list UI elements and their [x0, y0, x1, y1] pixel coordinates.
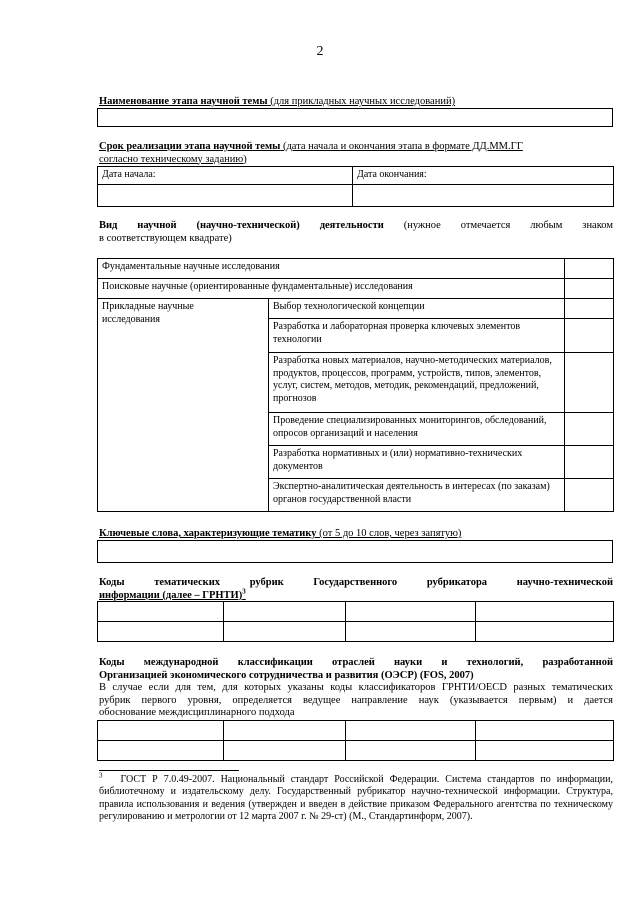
applied-item-checkbox[interactable] [565, 299, 614, 319]
oecd-code-cell[interactable] [346, 741, 476, 761]
oecd-desc-line2: рубрик первого уровня, определяется ведущее направление наук (указывается первым) и дается [99, 694, 613, 706]
keywords-note: (от 5 до 10 слов, через запятую) [316, 528, 462, 539]
keywords-title: Ключевые слова, характеризующие тематику [99, 528, 317, 539]
period-note-line1: (дата начала и окончания этапа в формате ДД.ММ.ГГ [280, 141, 523, 152]
applied-item-label: Разработка и лабораторная проверка ключевых элементов технологии [269, 319, 565, 353]
footnote-separator [99, 770, 239, 771]
applied-item-checkbox[interactable] [565, 479, 614, 512]
oecd-desc-line1: В случае если для тем, для которых указаны коды классификаторов ГРНТИ/OECD разных тематических [99, 682, 613, 693]
applied-item-checkbox[interactable] [565, 413, 614, 446]
applied-item-checkbox[interactable] [565, 446, 614, 479]
grnti-code-cell[interactable] [476, 622, 614, 642]
page-number: 2 [316, 44, 324, 59]
footnote-mark: 3 [99, 771, 103, 780]
applied-research-label: Прикладные научные исследования [98, 299, 269, 512]
grnti-title-line2: информации (далее – ГРНТИ) [99, 589, 243, 601]
oecd-code-cell[interactable] [224, 741, 346, 761]
activity-note-line2: в соответствующем квадрате) [99, 232, 232, 244]
section-stage-name-heading [99, 96, 613, 109]
grnti-code-cell[interactable] [476, 602, 614, 622]
oecd-code-cell[interactable] [346, 721, 476, 741]
oecd-code-cell[interactable] [98, 741, 224, 761]
grnti-footnote-mark: 3 [242, 587, 246, 595]
period-title: Срок реализации этапа научной темы [99, 141, 281, 152]
start-date-field[interactable] [98, 184, 353, 206]
applied-item-label: Проведение специализированных мониторингов, обследований, опросов организаций и населения [269, 413, 565, 446]
keywords-field[interactable] [97, 540, 613, 563]
fundamental-research-label: Фундаментальные научные исследования [98, 259, 565, 279]
section-activity-heading [99, 220, 613, 245]
oecd-code-cell[interactable] [476, 741, 614, 761]
exploratory-research-checkbox[interactable] [565, 279, 614, 299]
grnti-title-line1: Коды тематических рубрик Государственного рубрикатора научно-технической [99, 577, 613, 588]
stage-name-field[interactable] [97, 108, 613, 127]
grnti-code-cell[interactable] [98, 602, 224, 622]
period-table [97, 166, 614, 207]
oecd-desc-line3: обоснование междисциплинарного подхода [99, 707, 295, 718]
oecd-title-line1: Коды международной классификации отраслей науки и технологий, разработанной [99, 657, 613, 668]
activity-title: Вид научной (научно-технической) деятельности [99, 220, 384, 231]
period-note-line2: согласно техническому заданию) [99, 153, 247, 165]
exploratory-research-label: Поисковые научные (ориентированные фундаментальные) исследования [98, 279, 565, 299]
section-oecd-heading [99, 657, 613, 720]
footnote [99, 771, 613, 824]
grnti-code-cell[interactable] [98, 622, 224, 642]
fundamental-research-checkbox[interactable] [565, 259, 614, 279]
section-period-heading [99, 141, 613, 166]
applied-item-label: Выбор технологической концепции [269, 299, 565, 319]
grnti-code-cell[interactable] [224, 602, 346, 622]
stage-name-title: Наименование этапа научной темы [99, 96, 268, 107]
oecd-code-cell[interactable] [98, 721, 224, 741]
activity-table [97, 258, 614, 512]
end-date-field[interactable] [353, 184, 614, 206]
applied-item-label: Разработка новых материалов, научно-методических материалов, продуктов, процессов, программ, устройств, типов, элементов, услуг, систем, методов, методик, рекомендаций, предложений, прогнозов [269, 353, 565, 413]
activity-note-line1: (нужное отмечается любым знаком [383, 220, 613, 231]
grnti-codes-table [97, 601, 614, 642]
applied-item-checkbox[interactable] [565, 353, 614, 413]
grnti-code-cell[interactable] [346, 622, 476, 642]
applied-item-label: Разработка нормативных и (или) нормативно-технических документов [269, 446, 565, 479]
grnti-code-cell[interactable] [346, 602, 476, 622]
oecd-title-line2: Организацией экономического сотрудничества и развития (ОЭСР) (FOS, 2007) [99, 669, 474, 681]
footnote-text: ГОСТ Р 7.0.49-2007. Национальный стандарт Российской Федерации. Система стандартов по информации, библиотечному и издательскому делу. Государственный рубрикатор научно-технической информации. Структура, правила использования и ведения (утвержден и введен в действие приказом Федерального агентства по техническому регулированию и метрологии от 12 марта 2007 г. № 29-ст) (М., Стандартинформ, 2007). [99, 774, 613, 823]
start-date-label: Дата начала: [98, 167, 353, 185]
stage-name-note: (для прикладных научных исследований) [267, 96, 456, 107]
end-date-label: Дата окончания: [353, 167, 614, 185]
oecd-codes-table [97, 720, 614, 761]
applied-item-label: Экспертно-аналитическая деятельность в интересах (по заказам) органов государственной власти [269, 479, 565, 512]
applied-item-checkbox[interactable] [565, 319, 614, 353]
oecd-code-cell[interactable] [476, 721, 614, 741]
oecd-code-cell[interactable] [224, 721, 346, 741]
section-keywords-heading [99, 528, 613, 541]
grnti-code-cell[interactable] [224, 622, 346, 642]
section-grnti-heading [99, 577, 613, 602]
